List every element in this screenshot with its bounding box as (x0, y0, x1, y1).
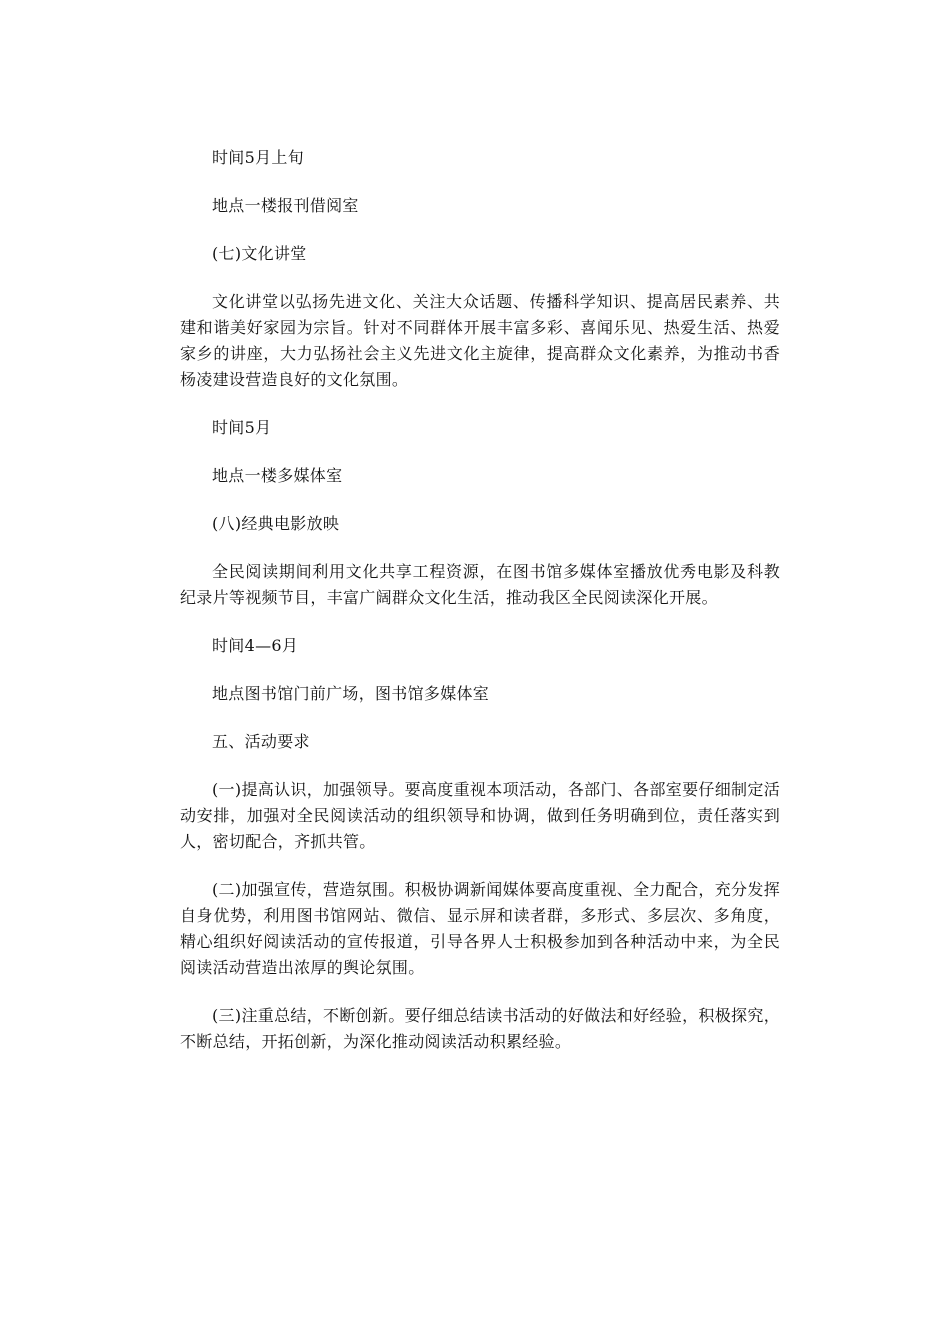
body-paragraph: (三)注重总结，不断创新。要仔细总结读书活动的好做法和好经验，积极探究，不断总结，开拓创新，为深化推动阅读活动积累经验。 (180, 1006, 780, 1051)
section-heading: 五、活动要求 (212, 732, 310, 751)
document-body (180, 145, 780, 1077)
time-line: 时间4—6月 (212, 636, 299, 655)
body-paragraph: 文化讲堂以弘扬先进文化、关注大众话题、传播科学知识、提高居民素养、共建和谐美好家园为宗旨。针对不同群体开展丰富多彩、喜闻乐见、热爱生活、热爱家乡的讲座，大力弘扬社会主义先进文化主旋律，提高群众文化素养，为推动书香杨凌建设营造良好的文化氛围。 (180, 292, 780, 389)
time-line: 时间5月上旬 (212, 148, 304, 167)
location-line: 地点一楼报刊借阅室 (212, 196, 359, 215)
time-line: 时间5月 (212, 418, 272, 437)
location-line: 地点一楼多媒体室 (212, 466, 343, 485)
body-paragraph: (一)提高认识，加强领导。要高度重视本项活动，各部门、各部室要仔细制定活动安排，加强对全民阅读活动的组织领导和协调，做到任务明确到位，责任落实到人，密切配合，齐抓共管。 (180, 780, 780, 851)
body-paragraph: 全民阅读期间利用文化共享工程资源，在图书馆多媒体室播放优秀电影及科教纪录片等视频节目，丰富广阔群众文化生活，推动我区全民阅读深化开展。 (180, 562, 780, 607)
body-paragraph: (二)加强宣传，营造氛围。积极协调新闻媒体要高度重视、全力配合，充分发挥自身优势，利用图书馆网站、微信、显示屏和读者群，多形式、多层次、多角度，精心组织好阅读活动的宣传报道，引导各界人士积极参加到各种活动中来，为全民阅读活动营造出浓厚的舆论氛围。 (180, 880, 780, 977)
section-heading: (八)经典电影放映 (212, 514, 340, 533)
section-heading: (七)文化讲堂 (212, 244, 307, 263)
location-line: 地点图书馆门前广场，图书馆多媒体室 (212, 684, 490, 703)
